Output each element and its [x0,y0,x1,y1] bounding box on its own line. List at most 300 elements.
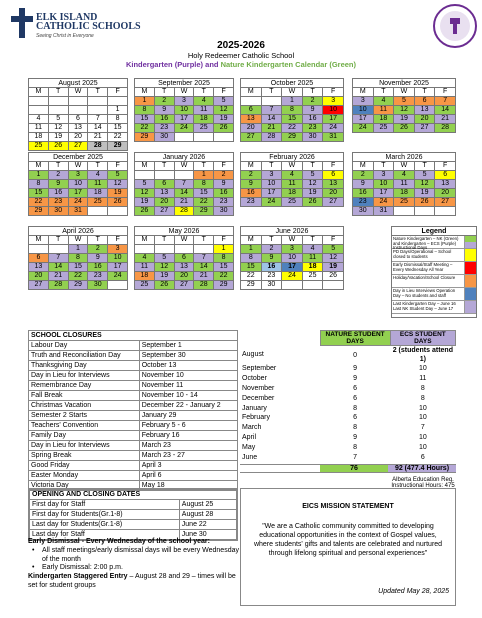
ecs-days: 10 [418,365,427,373]
days-month: October [242,375,267,383]
ecs-days: 2 (students attend 1) [392,347,453,363]
day-cell: 1 [68,245,88,254]
day-cell [48,245,68,254]
dismissal-notes [28,538,240,591]
day-cell: 8 [68,254,88,263]
month-8 [28,226,128,290]
day-cell: 24 [373,198,394,207]
day-cell: 3 [353,97,374,106]
day-cell: 19 [302,189,323,198]
nature-days: 7 [353,453,358,461]
day-cell: 23 [302,124,323,133]
ecs-days: 11 [419,375,427,383]
weekday-header: M [29,162,49,171]
closure-date: March 23 - 27 [139,451,237,461]
day-cell: 12 [154,263,174,272]
day-cell: 10 [261,180,282,189]
weekday-header: F [435,88,456,97]
legend-swatch [464,275,476,287]
weekday-header: T [154,236,174,245]
day-cell: 7 [194,254,214,263]
legend-title: Legend [392,227,476,236]
month-9 [134,226,234,290]
day-cell: 8 [135,106,155,115]
day-cell: 2 [88,245,108,254]
closure-row [29,391,238,401]
weekday-header: T [373,88,394,97]
day-cell: 1 [282,97,303,106]
opening-closing-dates [28,488,238,541]
ecs-days: 10 [418,443,427,451]
day-cell: 30 [261,281,282,290]
weekday-header: T [194,162,214,171]
weekday-header: T [373,162,394,171]
day-cell: 30 [353,207,374,216]
day-cell: 28 [48,281,68,290]
closure-name: Day in Lieu for Interviews [29,441,140,451]
day-cell: 1 [241,245,262,254]
closure-date: September 30 [139,351,237,361]
calendar-subtitle [0,60,482,69]
day-cell: 27 [68,141,88,150]
day-cell: 30 [88,281,108,290]
open-close-date: August 28 [179,510,236,520]
day-cell: 11 [194,106,214,115]
day-cell: 5 [154,254,174,263]
ecs-days: 7 [420,424,425,432]
day-cell: 29 [68,281,88,290]
day-cell: 19 [154,272,174,281]
month-0 [28,78,128,151]
day-cell: 8 [214,254,234,263]
legend-item [392,301,476,314]
day-cell: 22 [68,272,88,281]
day-cell: 21 [174,198,194,207]
day-cell: 10 [323,106,344,115]
day-cell: 3 [261,171,282,180]
days-month: November [242,384,275,392]
closure-date: December 22 - January 2 [139,401,237,411]
cross-icon [10,8,34,38]
day-cell: 3 [174,97,194,106]
weekday-header: M [135,88,155,97]
closure-row [29,381,238,391]
day-cell: 22 [135,124,155,133]
legend-item [392,275,476,288]
day-cell [108,207,128,216]
day-cell: 23 [154,124,174,133]
day-cell [48,105,68,114]
weekday-header: F [108,236,128,245]
day-cell: 2 [214,171,234,180]
weekday-header: M [353,88,374,97]
day-cell: 3 [323,97,344,106]
closure-date: November 10 - 14 [139,391,237,401]
closure-row [29,431,238,441]
day-cell: 6 [68,114,88,123]
day-cell: 15 [214,263,234,272]
school-year: 2025-2026 [217,40,265,51]
weekday-header: F [323,236,344,245]
weekday-header: T [261,88,282,97]
closure-row [29,371,238,381]
day-cell: 14 [261,115,282,124]
day-cell: 21 [194,272,214,281]
day-cell: 16 [214,189,234,198]
weekday-header: M [241,162,262,171]
weekday-header: T [302,236,323,245]
days-month: January [242,404,267,412]
nature-days-header: NATURE STUDENT DAYS [320,331,390,346]
day-cell: 19 [214,115,234,124]
day-cell: 22 [241,272,262,281]
weekday-header: T [48,162,68,171]
nature-days: 8 [353,443,358,451]
open-close-row [30,500,237,510]
day-cell [29,245,49,254]
weekday-header: F [108,162,128,171]
legend-item-text: Holiday/Vacation/School Closure [393,275,456,280]
month-title: November 2025 [352,78,456,87]
day-cell: 5 [135,180,155,189]
day-cell: 19 [108,189,128,198]
month-1 [134,78,234,142]
closure-row [29,441,238,451]
day-cell: 31 [373,207,394,216]
weekday-header: T [194,88,214,97]
day-cell: 13 [435,180,456,189]
day-cell: 18 [88,189,108,198]
day-cell: 28 [435,124,456,133]
day-cell [435,207,456,216]
weekday-header: W [68,162,88,171]
day-cell: 6 [435,171,456,180]
day-cell: 20 [241,124,262,133]
day-cell: 5 [214,97,234,106]
open-close-label: First day for Students(Gr.1-8) [30,510,180,520]
month-3 [352,78,456,133]
day-cell [108,281,128,290]
closure-row [29,341,238,351]
ecs-days: 10 [418,404,427,412]
day-cell: 29 [108,141,128,150]
day-cell [135,171,155,180]
day-cell: 4 [302,245,323,254]
days-row [240,413,456,423]
day-cell: 14 [88,123,108,132]
day-cell: 20 [68,132,88,141]
legend-item [392,262,476,275]
days-row [240,403,456,413]
closure-date: February 5 - 6 [139,421,237,431]
day-cell: 13 [414,106,435,115]
day-cell: 15 [29,189,49,198]
weekday-header: M [241,236,262,245]
nature-days: 6 [353,394,358,402]
closure-name: Semester 2 Starts [29,411,140,421]
closure-name: Easter Monday [29,471,140,481]
day-cell: 17 [282,263,303,272]
closure-date: January 29 [139,411,237,421]
open-close-label: First day for Staff [30,500,180,510]
day-cell: 27 [241,133,262,142]
day-cell: 17 [323,115,344,124]
day-cell: 20 [154,198,174,207]
weekday-header: F [323,88,344,97]
day-cell: 26 [323,272,344,281]
day-cell: 11 [29,123,49,132]
day-cell: 19 [414,189,435,198]
closure-row [29,361,238,371]
day-cell [68,97,88,106]
day-cell: 5 [108,171,128,180]
day-cell: 8 [108,114,128,123]
day-cell: 5 [323,245,344,254]
weekday-header: W [174,236,194,245]
weekday-header: T [302,162,323,171]
month-2 [240,78,344,142]
month-title: April 2026 [28,226,128,235]
day-cell: 2 [302,97,323,106]
day-cell: 5 [48,114,68,123]
open-close-row [30,520,237,530]
day-cell: 9 [261,254,282,263]
day-cell: 18 [394,189,415,198]
day-cell: 15 [68,263,88,272]
day-cell: 10 [68,180,88,189]
day-cell: 13 [68,123,88,132]
weekday-header: T [261,162,282,171]
day-cell: 3 [108,245,128,254]
closure-row [29,411,238,421]
day-cell: 13 [29,263,49,272]
day-cell: 11 [394,180,415,189]
closures-heading: SCHOOL CLOSURES [29,331,238,341]
closure-name: Remembrance Day [29,381,140,391]
day-cell: 11 [302,254,323,263]
day-cell: 27 [174,281,194,290]
closure-row [29,351,238,361]
closure-name: Truth and Reconciliation Day [29,351,140,361]
day-cell: 21 [88,132,108,141]
day-cell: 3 [68,171,88,180]
weekday-header: M [29,88,49,97]
days-month: March [242,424,262,432]
day-cell [154,245,174,254]
month-title: October 2025 [240,78,344,87]
day-cell: 23 [353,198,374,207]
closure-date: November 11 [139,381,237,391]
month-title: January 2026 [134,152,234,161]
day-cell: 13 [323,180,344,189]
day-cell: 1 [214,245,234,254]
month-4 [28,152,128,216]
closure-name: Labour Day [29,341,140,351]
weekday-header: T [154,88,174,97]
weekday-header: T [88,236,108,245]
day-cell: 27 [323,198,344,207]
day-cell: 27 [29,281,49,290]
closure-name: Family Day [29,431,140,441]
day-cell: 24 [261,198,282,207]
nature-days: 8 [353,404,358,412]
day-cell: 25 [194,124,214,133]
open-close-date: August 25 [179,500,236,510]
day-cell: 4 [373,97,394,106]
day-cell: 29 [214,281,234,290]
closure-name: Spring Break [29,451,140,461]
req-line-1: Alberta Education Req. [392,476,454,483]
day-cell: 22 [194,198,214,207]
day-cell: 5 [302,171,323,180]
ecs-days: 8 [420,394,425,402]
open-close-label: Last day for Students(Gr.1-8) [30,520,180,530]
legend-item-text: Nature Kindergarten – NK (Green) and Kindergarten – ECS (Purple) Instructional Days [393,236,459,251]
nature-days: 0 [353,351,358,359]
day-cell: 19 [135,198,155,207]
day-cell: 24 [323,124,344,133]
month-title: February 2026 [240,152,344,161]
day-cell: 14 [435,106,456,115]
note-bullet-1: • All staff meetings/early dismissal days will be every Wednesday of the month [32,546,239,563]
day-cell: 10 [282,254,303,263]
day-cell: 17 [68,189,88,198]
day-cell: 1 [29,171,49,180]
day-cell: 5 [414,171,435,180]
day-cell [154,171,174,180]
day-cell [394,207,415,216]
ecs-days: 8 [420,384,425,392]
day-cell [29,105,49,114]
day-cell: 9 [48,180,68,189]
day-cell: 4 [29,114,49,123]
days-month: February [242,414,271,422]
day-cell: 12 [302,180,323,189]
legend-swatch [464,262,476,274]
weekday-header: F [214,88,234,97]
day-cell: 13 [241,115,262,124]
school-closures [28,330,238,491]
day-cell [135,245,155,254]
day-cell: 26 [302,198,323,207]
day-cell: 10 [174,106,194,115]
weekday-header: T [414,88,435,97]
day-cell [68,105,88,114]
days-row [240,393,456,403]
day-cell: 26 [48,141,68,150]
day-cell: 16 [241,189,262,198]
days-month: August [242,351,264,359]
day-cell: 18 [282,189,303,198]
school-name: Holy Redeemer Catholic School [187,51,295,60]
closure-date: May 18 [139,481,237,491]
day-cell: 18 [373,115,394,124]
day-cell: 25 [394,198,415,207]
day-cell: 14 [48,263,68,272]
day-cell: 9 [241,180,262,189]
day-cell: 8 [29,180,49,189]
early-dismissal-title: Early Dismissal - Every Wednesday of the school year: [28,538,210,545]
day-cell: 24 [108,272,128,281]
nature-days: 9 [353,375,358,383]
day-cell [88,105,108,114]
closure-date: October 13 [139,361,237,371]
day-cell: 16 [353,189,374,198]
weekday-header: T [88,162,108,171]
day-cell: 26 [108,198,128,207]
closure-name: Christmas Vacation [29,401,140,411]
day-cell: 7 [261,106,282,115]
day-cell: 4 [194,97,214,106]
closure-date: April 3 [139,461,237,471]
day-cell: 29 [135,133,155,142]
mission-statement [240,488,456,606]
day-cell: 18 [29,132,49,141]
weekday-header: W [282,162,303,171]
day-cell [414,207,435,216]
day-cell: 17 [353,115,374,124]
day-cell: 26 [135,207,155,216]
day-cell: 30 [154,133,174,142]
day-cell: 3 [373,171,394,180]
day-cell: 16 [48,189,68,198]
day-cell: 12 [214,106,234,115]
day-cell: 10 [373,180,394,189]
nature-days: 6 [353,384,358,392]
legend-item-text: Last Kindergarten Day – June 16 Last NK Student Day – June 17 [393,301,456,311]
day-cell: 28 [88,141,108,150]
req-line-2: Instructional Hours: 475 [391,482,455,489]
staggered-text: – August 28 and 29 – times will be set for student groups [28,573,236,589]
day-cell: 3 [282,245,303,254]
day-cell: 29 [194,207,214,216]
day-cell: 6 [414,97,435,106]
day-cell: 29 [282,133,303,142]
day-cell: 28 [174,207,194,216]
weekday-header: W [68,236,88,245]
closure-row [29,401,238,411]
closure-name: Good Friday [29,461,140,471]
day-cell: 8 [194,180,214,189]
day-cell: 30 [214,207,234,216]
day-cell: 23 [241,198,262,207]
month-5 [134,152,234,216]
day-cell: 24 [353,124,374,133]
day-cell: 20 [414,115,435,124]
day-cell: 14 [174,189,194,198]
nature-days: 9 [353,365,358,373]
day-cell [194,133,214,142]
day-cell: 11 [88,180,108,189]
closure-date: September 1 [139,341,237,351]
days-row [240,374,456,384]
legend-item [392,236,476,249]
closure-row [29,421,238,431]
day-cell: 21 [435,115,456,124]
open-close-label: Last day for Staff [30,530,180,540]
day-cell: 17 [108,263,128,272]
day-cell: 4 [282,171,303,180]
day-cell: 9 [353,180,374,189]
day-cell [29,97,49,106]
day-cell: 23 [214,198,234,207]
weekday-header: M [135,236,155,245]
day-cell: 6 [154,180,174,189]
days-month: September [242,365,277,373]
day-cell: 12 [108,180,128,189]
closure-date: February 16 [139,431,237,441]
day-cell: 7 [174,180,194,189]
